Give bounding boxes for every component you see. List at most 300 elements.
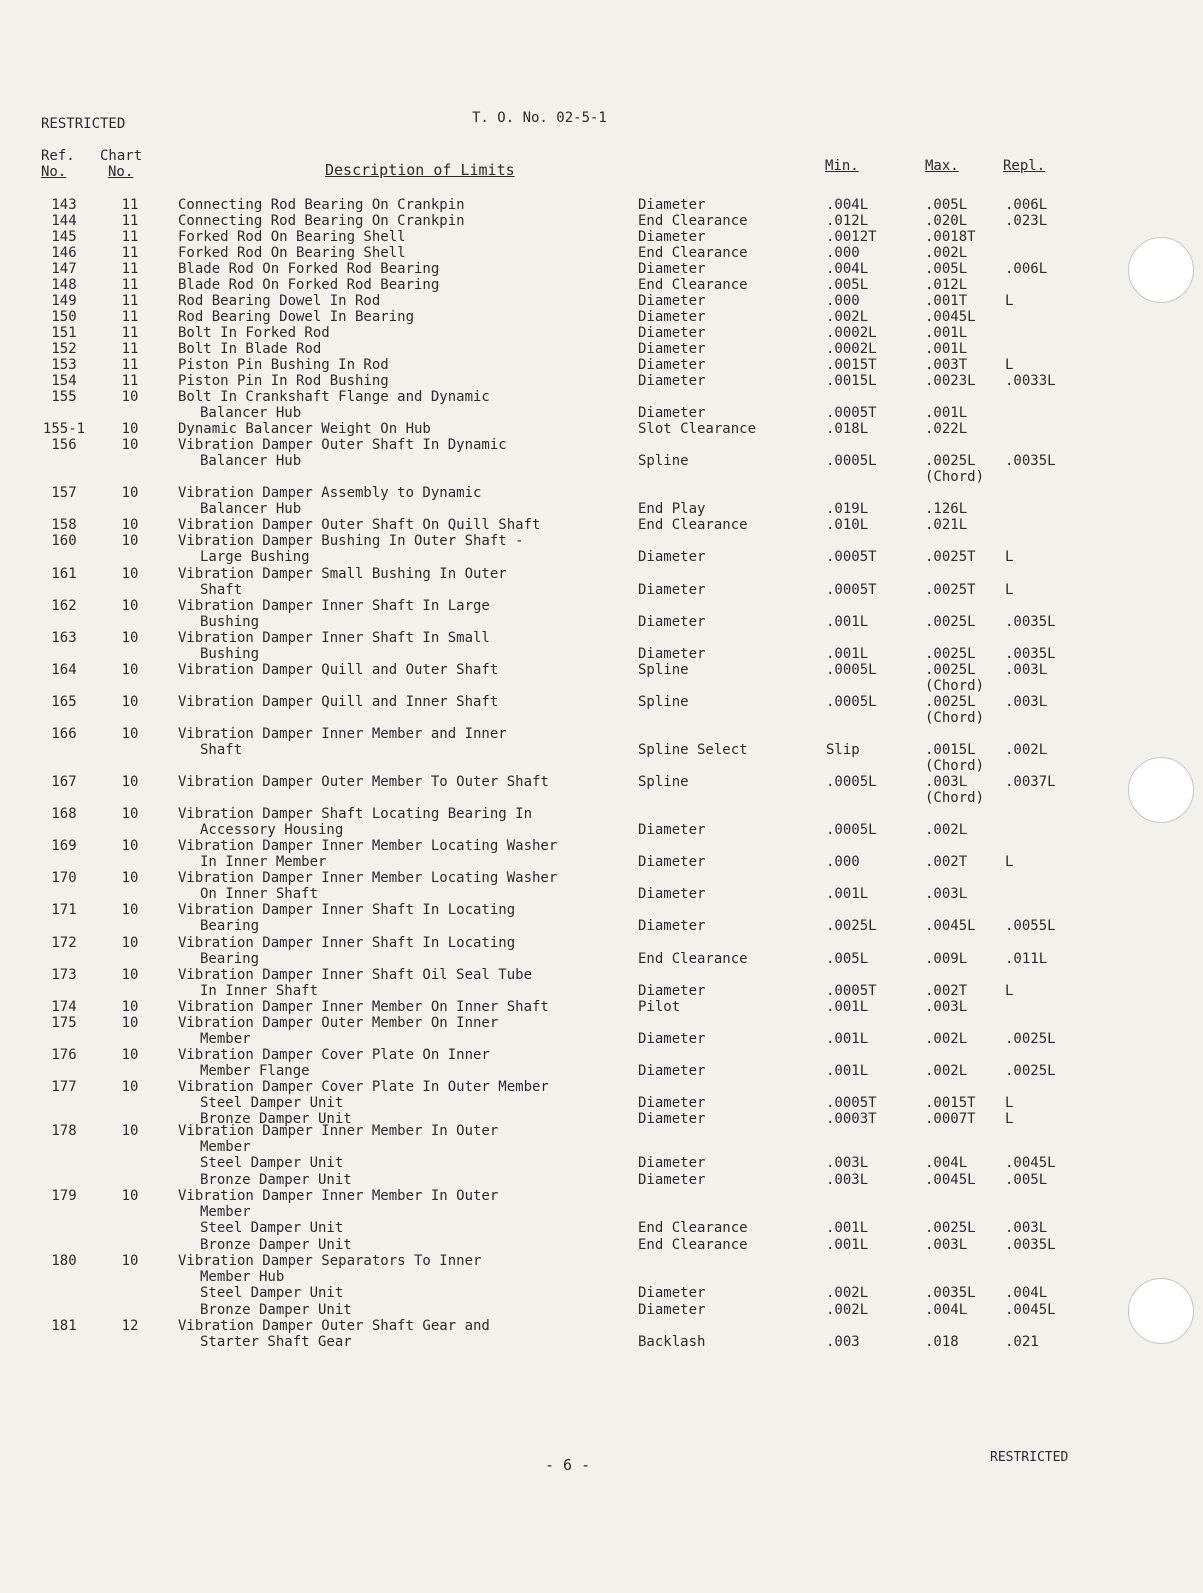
- description-line: Vibration Damper Small Bushing In Outer: [178, 566, 507, 582]
- min-value: .012L: [826, 213, 869, 229]
- max-value: .012L: [925, 277, 968, 293]
- min-value: .0005L: [826, 774, 877, 790]
- min-value: [826, 806, 877, 822]
- max-value: .002T: [925, 854, 968, 871]
- min-value: .001L: [826, 1236, 869, 1253]
- description-line: Vibration Damper Inner Member Locating Washer: [178, 838, 558, 854]
- max-value: [925, 1269, 976, 1285]
- max-value: .001T: [925, 293, 968, 309]
- parameter-cell: [638, 437, 689, 469]
- min-value: .000: [826, 245, 860, 261]
- parameter-cell: [638, 341, 705, 357]
- ref-number: 149: [51, 293, 77, 309]
- max-value-cell: [925, 726, 984, 775]
- chart-number: 11: [121, 261, 139, 277]
- min-value-cell: [826, 566, 877, 598]
- chart-number: 10: [121, 485, 139, 501]
- repl-value: [1005, 533, 1013, 549]
- max-value: [925, 1188, 976, 1204]
- max-value-cell: [925, 341, 967, 357]
- repl-value: .0035L: [1005, 1236, 1056, 1253]
- ref-number: 162: [51, 598, 77, 614]
- description-line: Balancer Hub: [200, 453, 302, 470]
- description-line: Bronze Damper Unit: [200, 1111, 352, 1128]
- ref-number: 155-1: [42, 421, 86, 437]
- max-value: .003T: [925, 357, 968, 373]
- chart-number: 11: [121, 197, 139, 213]
- max-value: .0025T: [925, 582, 976, 599]
- max-value: [925, 566, 976, 582]
- repl-value: .006L: [1005, 261, 1048, 277]
- parameter: Diameter: [638, 1301, 706, 1318]
- description-line-cell: [178, 1253, 481, 1318]
- repl-value: .0035L: [1005, 614, 1056, 631]
- repl-value: .006L: [1005, 197, 1048, 213]
- chart-number: 10: [121, 533, 139, 549]
- description-line-cell: [178, 421, 431, 437]
- min-value: [826, 630, 868, 646]
- repl-value-cell: [1005, 1047, 1056, 1079]
- max-value: .003L: [925, 1236, 968, 1253]
- repl-value: .0033L: [1005, 373, 1056, 389]
- min-value-cell: [826, 341, 877, 357]
- max-value: [925, 1123, 976, 1139]
- min-value-cell: [826, 229, 877, 245]
- parameter: Diameter: [638, 1031, 706, 1048]
- repl-value: L: [1005, 582, 1014, 599]
- parameter: End Clearance: [638, 213, 748, 229]
- max-value: .0015T: [925, 1095, 976, 1112]
- repl-value: [1005, 630, 1056, 646]
- parameter: Diameter: [638, 918, 706, 935]
- min-value: .0003T: [826, 1111, 877, 1128]
- description-line: Vibration Damper Outer Member On Inner: [178, 1015, 499, 1031]
- description-line: Member: [200, 1139, 251, 1156]
- description-line: Steel Damper Unit: [200, 1155, 344, 1172]
- description-line-cell: [178, 197, 465, 213]
- description-line-cell: [178, 902, 515, 934]
- parameter: [638, 902, 705, 918]
- repl-value-cell: [1005, 1188, 1056, 1253]
- parameter: Spline Select: [638, 742, 748, 759]
- description-line-cell: [178, 1079, 549, 1128]
- chart-number: 10: [121, 630, 139, 646]
- min-value: .000: [826, 293, 860, 309]
- repl-value: .003L: [1005, 1220, 1048, 1237]
- parameter: Slot Clearance: [638, 421, 757, 437]
- description-line-cell: [178, 261, 439, 277]
- min-value: [826, 485, 868, 501]
- parameter-cell: [638, 389, 705, 421]
- min-value: .003L: [826, 1155, 869, 1172]
- max-value: .0045L: [925, 918, 976, 935]
- max-value-cell: [925, 630, 976, 662]
- min-value-cell: [826, 1047, 868, 1079]
- max-value: .0018T: [925, 229, 976, 245]
- ref-number: 167: [51, 774, 77, 790]
- description-line: Bolt In Forked Rod: [178, 325, 330, 341]
- parameter-cell: [638, 1188, 748, 1253]
- min-value: .002L: [826, 1285, 869, 1302]
- repl-value: .021: [1005, 1334, 1039, 1351]
- description-line-cell: [178, 245, 406, 261]
- repl-value: [1005, 935, 1047, 951]
- min-value: .0015T: [826, 357, 877, 373]
- parameter: [638, 485, 705, 501]
- parameter-cell: [638, 726, 748, 758]
- max-value: .0025L: [925, 614, 976, 631]
- description-line: Bolt In Blade Rod: [178, 341, 322, 357]
- max-value-cell: [925, 325, 967, 341]
- repl-value: [1005, 1123, 1056, 1139]
- chart-number: 10: [121, 935, 139, 951]
- parameter-cell: [638, 213, 748, 229]
- max-value: [925, 485, 967, 501]
- repl-value: .023L: [1005, 213, 1048, 229]
- max-value: .0023L: [925, 373, 976, 389]
- min-value-cell: [826, 935, 868, 967]
- min-value-cell: [826, 870, 868, 902]
- max-value-cell: [925, 838, 967, 870]
- parameter: Diameter: [638, 822, 706, 839]
- description-line: Balancer Hub: [200, 501, 302, 518]
- parameter: Diameter: [638, 582, 706, 599]
- parameter-cell: [638, 838, 705, 870]
- ref-number: 179: [51, 1188, 77, 1204]
- ref-number: 172: [51, 935, 77, 951]
- description-line: Vibration Damper Shaft Locating Bearing In: [178, 806, 533, 822]
- description-line: Vibration Damper Inner Member In Outer: [178, 1123, 499, 1139]
- min-value: .001L: [826, 614, 869, 631]
- chart-number: 10: [121, 806, 139, 822]
- min-value: [826, 1015, 868, 1031]
- header-classification: RESTRICTED: [41, 116, 126, 132]
- max-value: .0015L: [925, 742, 976, 759]
- parameter-cell: [638, 357, 705, 373]
- ref-number: 143: [51, 197, 77, 213]
- parameter: End Clearance: [638, 517, 748, 533]
- min-value-cell: [826, 1253, 868, 1318]
- parameter: [638, 437, 689, 453]
- ref-number: 157: [51, 485, 77, 501]
- parameter: Diameter: [638, 229, 706, 245]
- min-value-cell: [826, 999, 868, 1015]
- max-value: .126L: [925, 501, 968, 518]
- parameter: Diameter: [638, 646, 706, 663]
- min-value-cell: [826, 694, 877, 710]
- max-value: .0025L: [925, 694, 976, 710]
- chart-number: 11: [121, 293, 139, 309]
- max-value: [925, 806, 967, 822]
- description-line-cell: [178, 694, 498, 710]
- description-line: Blade Rod On Forked Rod Bearing: [178, 261, 440, 277]
- parameter: Spline: [638, 662, 689, 678]
- ref-number: 151: [51, 325, 77, 341]
- ref-number: 155: [51, 389, 77, 405]
- repl-value-cell: [1005, 694, 1047, 710]
- max-value: (Chord): [925, 790, 985, 807]
- header-doc-number: T. O. No. 02-5-1: [472, 110, 607, 126]
- repl-value: [1005, 566, 1013, 582]
- max-value: .0025L: [925, 646, 976, 663]
- max-value-cell: [925, 774, 984, 806]
- parameter: Diameter: [638, 357, 706, 373]
- parameter: Diameter: [638, 197, 706, 213]
- repl-value: L: [1005, 549, 1014, 566]
- description-line: Steel Damper Unit: [200, 1095, 344, 1112]
- max-value: .005L: [925, 261, 968, 277]
- max-value: .020L: [925, 213, 968, 229]
- repl-value-cell: [1005, 261, 1047, 277]
- description-line-cell: [178, 870, 557, 902]
- parameter-cell: [638, 806, 705, 838]
- repl-value-cell: [1005, 902, 1056, 934]
- chart-number: 10: [121, 421, 139, 437]
- description-line: Member Hub: [200, 1269, 285, 1286]
- max-value: [925, 1047, 967, 1063]
- repl-value: .003L: [1005, 694, 1048, 710]
- min-value: [826, 533, 877, 549]
- description-line: Member: [200, 1204, 251, 1221]
- chart-number: 10: [121, 389, 139, 405]
- min-value-cell: [826, 1318, 860, 1350]
- max-value-cell: [925, 999, 967, 1015]
- min-value: .0005L: [826, 453, 877, 470]
- parameter: Diameter: [638, 309, 706, 325]
- min-value: .005L: [826, 951, 869, 968]
- chart-number: 10: [121, 662, 139, 678]
- repl-value-cell: [1005, 293, 1013, 309]
- repl-value: L: [1005, 1095, 1014, 1112]
- min-value: .004L: [826, 261, 869, 277]
- min-value: .001L: [826, 999, 869, 1015]
- col-repl-header: Repl.: [1003, 158, 1046, 174]
- min-value: .0005L: [826, 662, 877, 678]
- max-value: .0025L: [925, 1220, 976, 1237]
- min-value-cell: [826, 357, 877, 373]
- description-line: Vibration Damper Outer Member To Outer Shaft: [178, 774, 549, 790]
- parameter-cell: [638, 309, 705, 325]
- parameter: End Clearance: [638, 245, 748, 261]
- max-value: [925, 1079, 976, 1095]
- description-line: Vibration Damper Cover Plate In Outer Member: [178, 1079, 549, 1095]
- max-value: .001L: [925, 405, 968, 422]
- parameter: [638, 1015, 705, 1031]
- repl-value: L: [1005, 357, 1014, 373]
- ref-number: 166: [51, 726, 77, 742]
- min-value-cell: [826, 261, 868, 277]
- max-value: .021L: [925, 517, 968, 533]
- description-line-cell: [178, 277, 439, 293]
- col-ref-header: Ref. No.: [41, 148, 75, 180]
- parameter: [638, 533, 705, 549]
- description-line-cell: [178, 437, 507, 469]
- parameter: Diameter: [638, 1285, 706, 1302]
- repl-value-cell: [1005, 566, 1013, 598]
- description-line-cell: [178, 1015, 498, 1047]
- repl-value-cell: [1005, 1015, 1056, 1047]
- max-value-cell: [925, 277, 967, 293]
- repl-value: [1005, 967, 1013, 983]
- ref-number: 178: [51, 1123, 77, 1139]
- min-value: .005L: [826, 277, 869, 293]
- description-line-cell: [178, 630, 490, 662]
- parameter: [638, 630, 705, 646]
- parameter-cell: [638, 533, 705, 565]
- max-value: .0035L: [925, 1285, 976, 1302]
- min-value-cell: [826, 1079, 877, 1128]
- repl-value-cell: [1005, 373, 1056, 389]
- chart-number: 10: [121, 1123, 139, 1139]
- ref-number: 173: [51, 967, 77, 983]
- description-line: Vibration Damper Inner Shaft In Small: [178, 630, 490, 646]
- chart-number: 10: [121, 999, 139, 1015]
- parameter-cell: [638, 1015, 705, 1047]
- description-line: Bushing: [200, 646, 260, 663]
- parameter-cell: [638, 485, 705, 517]
- parameter: Diameter: [638, 1095, 706, 1112]
- max-value: [925, 838, 967, 854]
- ref-number: 150: [51, 309, 77, 325]
- repl-value: [1005, 838, 1013, 854]
- parameter: [638, 1318, 705, 1334]
- parameter-cell: [638, 870, 705, 902]
- min-value: [826, 1047, 868, 1063]
- chart-number: 10: [121, 1188, 139, 1204]
- min-value-cell: [826, 277, 868, 293]
- min-value: .0005L: [826, 822, 877, 839]
- ref-number: 171: [51, 902, 77, 918]
- description-line-cell: [178, 662, 498, 678]
- repl-value: [1005, 726, 1047, 742]
- max-value: .001L: [925, 325, 968, 341]
- parameter: Diameter: [638, 614, 706, 631]
- min-value-cell: [826, 838, 860, 870]
- ref-number: 144: [51, 213, 77, 229]
- repl-value: .0037L: [1005, 774, 1056, 790]
- chart-number: 11: [121, 341, 139, 357]
- max-value: .002L: [925, 1063, 968, 1080]
- min-value: .001L: [826, 1220, 869, 1237]
- parameter-cell: [638, 598, 705, 630]
- min-value: [826, 566, 877, 582]
- chart-number: 11: [121, 245, 139, 261]
- chart-number: 10: [121, 1253, 139, 1269]
- description-line: Connecting Rod Bearing On Crankpin: [178, 213, 465, 229]
- min-value: .0005T: [826, 1095, 877, 1112]
- max-value: [925, 1204, 976, 1220]
- description-line: Vibration Damper Outer Shaft Gear and: [178, 1318, 490, 1334]
- description-line: Dynamic Balancer Weight On Hub: [178, 421, 431, 437]
- parameter: Diameter: [638, 261, 706, 277]
- repl-value-cell: [1005, 213, 1047, 229]
- min-value-cell: [826, 726, 860, 758]
- ref-number: 148: [51, 277, 77, 293]
- max-value-cell: [925, 245, 967, 261]
- repl-value: [1005, 1139, 1056, 1155]
- min-value: [826, 967, 877, 983]
- repl-value-cell: [1005, 1079, 1013, 1128]
- parameter-cell: [638, 325, 705, 341]
- parameter-cell: [638, 774, 689, 790]
- description-line: Rod Bearing Dowel In Rod: [178, 293, 381, 309]
- max-value-cell: [925, 357, 967, 373]
- min-value: .0002L: [826, 341, 877, 357]
- max-value: .009L: [925, 951, 968, 968]
- description-line: Bushing: [200, 614, 260, 631]
- col-min-header: Min.: [825, 158, 859, 174]
- parameter: [638, 967, 705, 983]
- min-value: .003L: [826, 1171, 869, 1188]
- max-value-cell: [925, 261, 967, 277]
- repl-value: [1005, 1015, 1056, 1031]
- max-value-cell: [925, 437, 984, 486]
- max-value-cell: [925, 1047, 967, 1079]
- chart-number: 11: [121, 213, 139, 229]
- description-line: Starter Shaft Gear: [200, 1334, 352, 1351]
- description-line-cell: [178, 999, 549, 1015]
- chart-number: 10: [121, 694, 139, 710]
- description-line: Vibration Damper Outer Shaft On Quill Shaft: [178, 517, 541, 533]
- repl-value-cell: [1005, 357, 1013, 373]
- description-line: Vibration Damper Inner Shaft Oil Seal Tube: [178, 967, 533, 983]
- parameter: Spline: [638, 694, 689, 710]
- chart-number: 10: [121, 598, 139, 614]
- min-value: .0015L: [826, 373, 877, 389]
- description-line: Vibration Damper Inner Member On Inner Shaft: [178, 999, 549, 1015]
- description-line: Vibration Damper Quill and Outer Shaft: [178, 662, 499, 678]
- min-value: [826, 389, 877, 405]
- description-line-cell: [178, 1047, 490, 1079]
- max-value: (Chord): [925, 758, 985, 775]
- max-value: .004L: [925, 1301, 968, 1318]
- chart-number: 11: [121, 277, 139, 293]
- parameter: [638, 806, 705, 822]
- max-value: (Chord): [925, 678, 985, 695]
- min-value: .0025L: [826, 918, 877, 935]
- parameter-cell: [638, 1047, 705, 1079]
- min-value: [826, 902, 877, 918]
- parameter: [638, 389, 705, 405]
- parameter-cell: [638, 277, 748, 293]
- description-line: Vibration Damper Inner Shaft In Locating: [178, 902, 516, 918]
- repl-value: L: [1005, 1111, 1014, 1128]
- parameter-cell: [638, 229, 705, 245]
- min-value: .001L: [826, 646, 869, 663]
- repl-value: .0025L: [1005, 1063, 1056, 1080]
- max-value: [925, 1139, 976, 1155]
- repl-value: .0045L: [1005, 1301, 1056, 1318]
- description-line-cell: [178, 1188, 498, 1253]
- col-max-header: Max.: [925, 158, 959, 174]
- description-line: Vibration Damper Outer Shaft In Dynamic: [178, 437, 507, 453]
- min-value-cell: [826, 598, 868, 630]
- min-value: .019L: [826, 501, 869, 518]
- max-value: [925, 1015, 967, 1031]
- max-value: [925, 1318, 959, 1334]
- min-value-cell: [826, 1015, 868, 1047]
- description-line-cell: [178, 325, 330, 341]
- parameter: [638, 566, 705, 582]
- parameter: [638, 598, 705, 614]
- parameter: End Play: [638, 501, 706, 518]
- chart-number: 10: [121, 902, 139, 918]
- parameter-cell: [638, 999, 680, 1015]
- max-value: .0045L: [925, 1171, 976, 1188]
- repl-value-cell: [1005, 967, 1013, 999]
- max-value-cell: [925, 1123, 976, 1188]
- max-value: [925, 967, 967, 983]
